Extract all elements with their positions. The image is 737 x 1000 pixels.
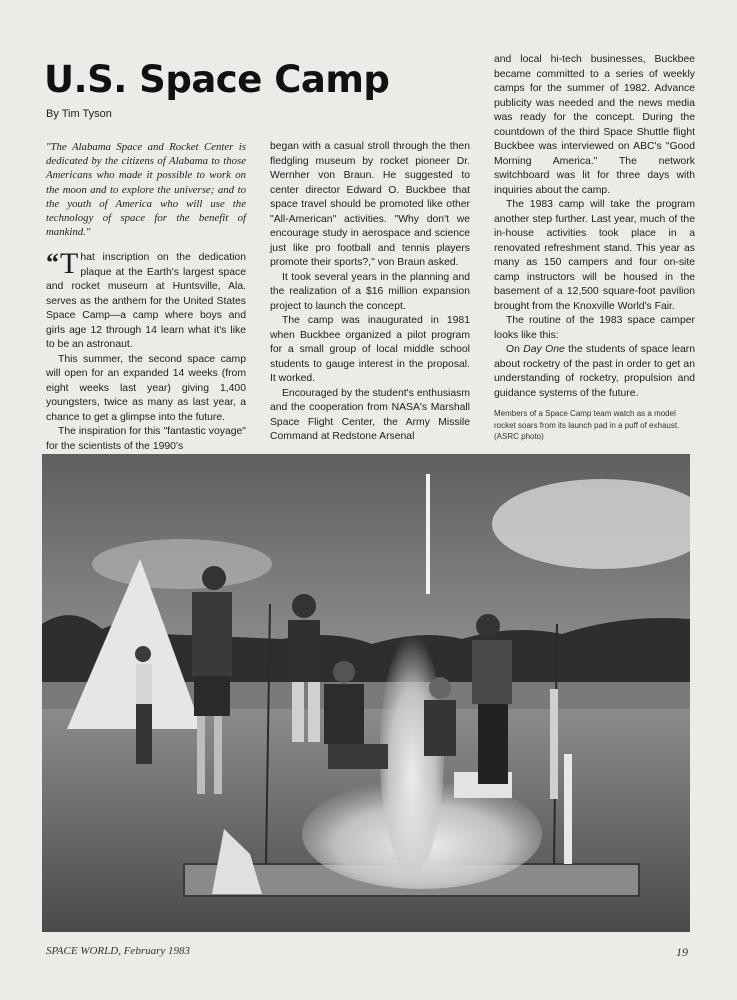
lead-paragraph: [46, 247, 246, 353]
paragraph-text: the students of space learn about rocketry of the past in order to get an understanding of rocketry, propulsion and guidance systems of the future.: [494, 344, 695, 399]
text-column-1: [46, 140, 246, 454]
paragraph: The routine of the 1983 space camper looks like this:: [494, 315, 695, 341]
rocket: [426, 474, 430, 594]
rocket: [550, 689, 558, 799]
rocket: [564, 754, 572, 864]
page-number: 19: [676, 945, 688, 959]
paragraph: The inspiration for this "fantastic voyage" for the scientists of the 1990's: [46, 426, 246, 452]
byline: By Tim Tyson: [46, 108, 112, 120]
drop-cap: T: [60, 247, 79, 281]
paragraph: Encouraged by the student's enthusiasm and the cooperation from NASA's Marshall Space Flight Center, the Army Missile Command at Redstone Arsenal: [270, 387, 470, 442]
photo-caption: Members of a Space Camp team watch as a model rocket soars from its launch pad in a puff of exhaust. (ASRC photo): [494, 409, 680, 441]
day-one-label: Day One: [523, 344, 565, 355]
paragraph: and local hi-tech businesses, Buckbee became committed to a series of weekly camps for the summer of 1982. Advance publicity was needed and the news media was ready for the concept. During the countdown of the third Space Shuttle flight Buckbee was interviewed on ABC's "Good Morning America." The network switchboard was lit for three days with inquiries about the camp.: [494, 54, 695, 196]
quote-mark: “: [46, 248, 59, 278]
publication-footer: SPACE WORLD, February 1983: [46, 945, 191, 957]
paragraph: The 1983 camp will take the program another step further. Last year, much of the in-house activities took place in a renovated refreshment stand. This year as many as 150 campers and four on-site camp instructors will be housed in the basement of a 12,500 square-foot pavilion brought from the Knoxville World's Fair.: [494, 199, 695, 312]
epigraph: "The Alabama Space and Rocket Center is dedicated by the citizens of Alabama to those Americans who made it possible to work on the moon and to explore the universe; and to the youth of America who will use the technology of space for the benefit of mankind.": [46, 141, 246, 239]
paragraph: It took several years in the planning and the realization of a $16 million expansion project to launch the concept.: [270, 271, 470, 312]
cloud: [92, 539, 272, 589]
paragraph-text: hat inscription on the dedication plaque at the Earth's largest space and rocket museum at Huntsville, Ala. serves as the anthem for the United States Space Camp—a camp where boys and girls age 12 through 14 learn what it's like to be an astronaut.: [46, 252, 246, 351]
paragraph: began with a casual stroll through the then fledgling museum by rocket pioneer Dr. Wernher von Braun. He suggested to center director Edward O. Buckbee that space travel should be promoted like other "All-American" activities. "Why don't we encourage study in aerospace and science just like pro football and tennis players promote their sports?," von Braun asked.: [270, 141, 470, 268]
article-title: U.S. Space Camp: [44, 58, 390, 101]
paragraph: The camp was inaugurated in 1981 when Buckbee organized a pilot program for a small group of local middle school students to gauge interest in the proposal. It worked.: [270, 315, 470, 384]
paragraph-text: On: [506, 344, 524, 355]
paragraph: [494, 343, 695, 401]
text-column-3: [494, 53, 695, 401]
text-column-2: [270, 140, 470, 445]
paragraph: This summer, the second space camp will open for an expanded 14 weeks (from eight weeks last year) giving 1,400 youngsters, twice as many as last year, a chance to get a glimpse into the future.: [46, 353, 246, 423]
photo-illustration: [42, 454, 690, 932]
rocket-launch-photo: [42, 454, 690, 932]
